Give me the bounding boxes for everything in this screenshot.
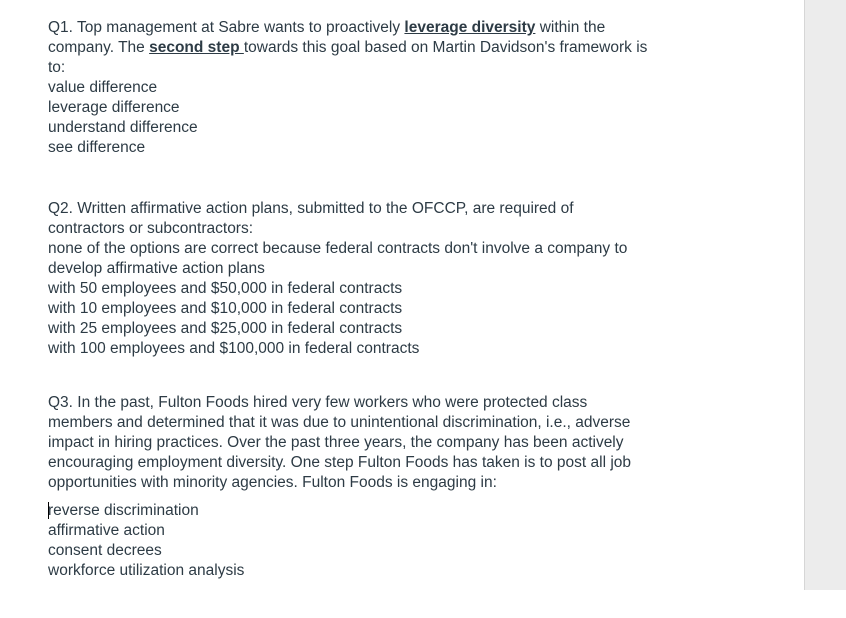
question-3-text: encouraging employment diversity. One step Fulton Foods has taken is to post all job — [48, 454, 631, 471]
question-1-text — [48, 18, 647, 38]
side-panel — [804, 0, 846, 590]
question-2-text: Q2. Written affirmative action plans, submitted to the OFCCP, are required of — [48, 200, 574, 217]
question-1-text — [48, 38, 647, 58]
emphasis-leverage-diversity: leverage diversity — [404, 19, 536, 36]
answer-option[interactable] — [48, 501, 631, 521]
answer-option[interactable]: with 100 employees and $100,000 in federal contracts — [48, 340, 420, 357]
answer-option[interactable]: value difference — [48, 79, 158, 96]
answer-option[interactable]: see difference — [48, 139, 146, 156]
question-3-text: impact in hiring practices. Over the past three years, the company has been actively — [48, 434, 624, 451]
answer-option[interactable]: with 25 employees and $25,000 in federal contracts — [48, 320, 403, 337]
answer-option[interactable]: workforce utilization analysis — [48, 562, 245, 579]
question-3-text: opportunities with minority agencies. Fulton Foods is engaging in: — [48, 474, 497, 491]
text: within the — [535, 19, 606, 36]
text: towards this goal based on Martin Davidson's framework is — [243, 39, 648, 56]
question-2-text: contractors or subcontractors: — [48, 220, 254, 237]
question-1 — [48, 18, 647, 158]
answer-option[interactable]: with 10 employees and $10,000 in federal contracts — [48, 300, 403, 317]
answer-option[interactable]: affirmative action — [48, 522, 165, 539]
answer-option[interactable]: consent decrees — [48, 542, 162, 559]
answer-option[interactable]: develop affirmative action plans — [48, 260, 265, 277]
question-3 — [48, 393, 631, 581]
answer-option[interactable]: with 50 employees and $50,000 in federal contracts — [48, 280, 403, 297]
question-3-text: members and determined that it was due to unintentional discrimination, i.e., adverse — [48, 414, 631, 431]
answer-option[interactable]: leverage difference — [48, 99, 180, 116]
question-3-text: Q3. In the past, Fulton Foods hired very few workers who were protected class — [48, 394, 588, 411]
emphasis-second-step: second step — [149, 39, 244, 56]
text: Q1. Top management at Sabre wants to proactively — [48, 19, 405, 36]
answer-option-label: reverse discrimination — [48, 502, 199, 519]
text: company. The — [48, 39, 150, 56]
question-1-text: to: — [48, 59, 66, 76]
answer-option[interactable]: understand difference — [48, 119, 198, 136]
answer-option[interactable]: none of the options are correct because federal contracts don't involve a company to — [48, 240, 628, 257]
question-2 — [48, 199, 627, 359]
